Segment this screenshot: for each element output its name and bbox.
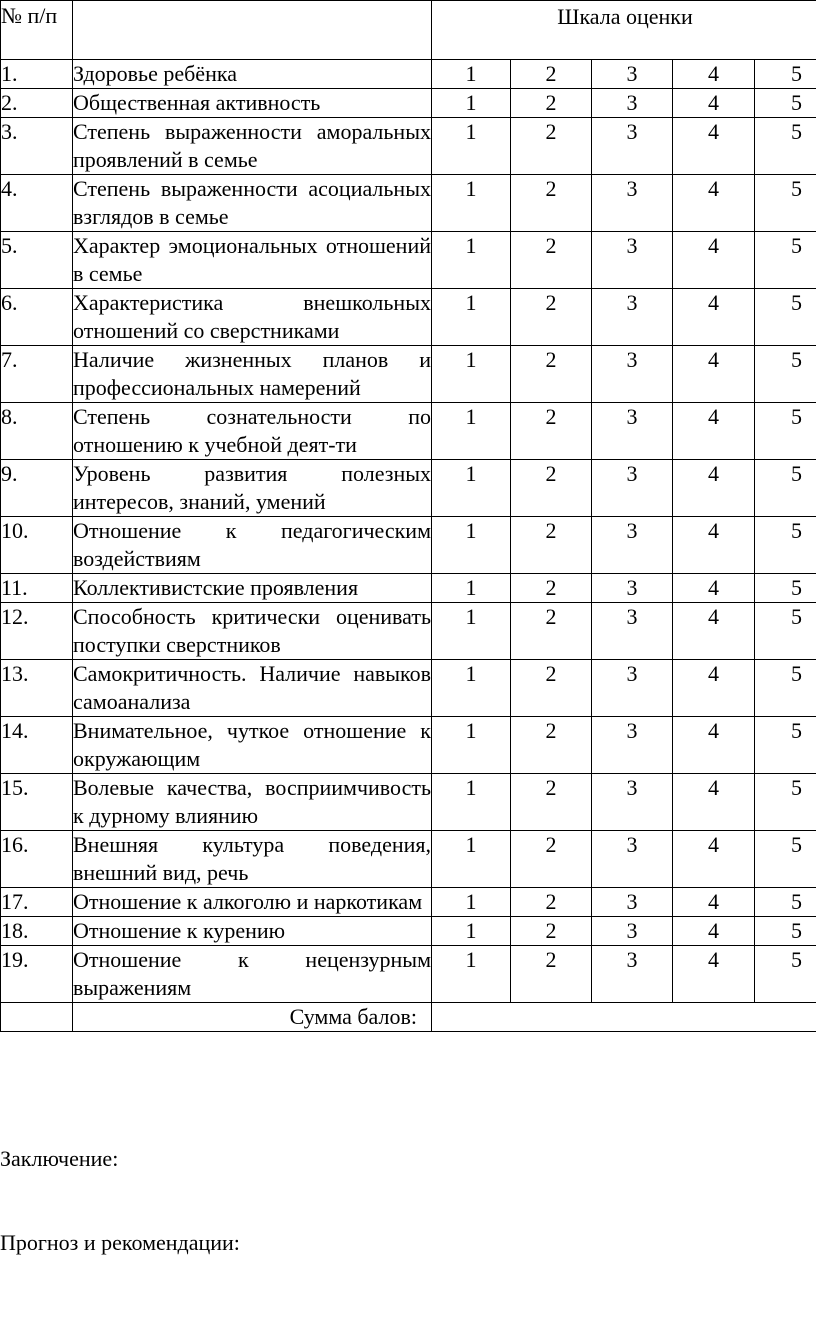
table-row <box>1 118 816 175</box>
score-option-1: 1 <box>432 660 511 717</box>
row-number: 10. <box>1 517 73 574</box>
score-option-5: 5 <box>755 232 816 289</box>
score-option-1: 1 <box>432 232 511 289</box>
score-option-1: 1 <box>432 946 511 1003</box>
score-option-2: 2 <box>511 289 592 346</box>
score-option-2: 2 <box>511 460 592 517</box>
table-row <box>1 289 816 346</box>
score-option-5: 5 <box>755 346 816 403</box>
score-option-5: 5 <box>755 574 816 603</box>
score-option-2: 2 <box>511 917 592 946</box>
row-criterion: Отношение к курению <box>73 917 432 946</box>
score-option-2: 2 <box>511 774 592 831</box>
score-option-4: 4 <box>673 89 755 118</box>
score-option-1: 1 <box>432 774 511 831</box>
score-option-2: 2 <box>511 175 592 232</box>
score-option-3: 3 <box>592 517 673 574</box>
row-criterion: Здоровье ребёнка <box>73 60 432 89</box>
score-option-1: 1 <box>432 888 511 917</box>
score-option-4: 4 <box>673 603 755 660</box>
row-criterion: Характеристика внешкольных отношений со сверстниками <box>73 289 432 346</box>
table-row <box>1 717 816 774</box>
table-header-row <box>1 1 816 60</box>
row-number: 4. <box>1 175 73 232</box>
table-row <box>1 660 816 717</box>
score-option-1: 1 <box>432 60 511 89</box>
row-criterion: Внешняя культура поведения, внешний вид, речь <box>73 831 432 888</box>
score-option-4: 4 <box>673 118 755 175</box>
score-option-2: 2 <box>511 603 592 660</box>
score-option-4: 4 <box>673 574 755 603</box>
score-option-4: 4 <box>673 660 755 717</box>
table-row <box>1 460 816 517</box>
row-number: 11. <box>1 574 73 603</box>
table-row <box>1 60 816 89</box>
score-option-4: 4 <box>673 831 755 888</box>
score-option-2: 2 <box>511 346 592 403</box>
score-option-3: 3 <box>592 717 673 774</box>
score-option-2: 2 <box>511 574 592 603</box>
score-option-4: 4 <box>673 289 755 346</box>
row-criterion: Волевые качества, восприимчивость к дурному влиянию <box>73 774 432 831</box>
score-option-2: 2 <box>511 660 592 717</box>
row-number: 14. <box>1 717 73 774</box>
score-option-5: 5 <box>755 888 816 917</box>
row-number: 2. <box>1 89 73 118</box>
row-criterion: Степень выраженности асоциальных взглядов в семье <box>73 175 432 232</box>
score-option-3: 3 <box>592 289 673 346</box>
total-value-cell <box>432 1003 816 1032</box>
table-row <box>1 89 816 118</box>
score-option-2: 2 <box>511 717 592 774</box>
score-option-3: 3 <box>592 917 673 946</box>
score-option-3: 3 <box>592 774 673 831</box>
row-criterion: Отношение к алкоголю и наркотикам <box>73 888 432 917</box>
score-option-1: 1 <box>432 89 511 118</box>
score-option-5: 5 <box>755 289 816 346</box>
score-option-4: 4 <box>673 946 755 1003</box>
header-criterion <box>73 1 432 60</box>
row-criterion: Наличие жизненных планов и профессиональных намерений <box>73 346 432 403</box>
row-criterion: Степень сознательности по отношению к учебной деят-ти <box>73 403 432 460</box>
header-num: № п/п <box>1 1 73 60</box>
score-option-3: 3 <box>592 89 673 118</box>
score-option-5: 5 <box>755 660 816 717</box>
table-row <box>1 603 816 660</box>
score-option-1: 1 <box>432 831 511 888</box>
score-option-3: 3 <box>592 460 673 517</box>
score-option-3: 3 <box>592 232 673 289</box>
score-option-1: 1 <box>432 574 511 603</box>
row-number: 19. <box>1 946 73 1003</box>
score-option-1: 1 <box>432 289 511 346</box>
score-option-4: 4 <box>673 460 755 517</box>
score-option-4: 4 <box>673 774 755 831</box>
score-option-2: 2 <box>511 946 592 1003</box>
score-option-1: 1 <box>432 403 511 460</box>
row-number: 6. <box>1 289 73 346</box>
score-option-3: 3 <box>592 946 673 1003</box>
score-option-3: 3 <box>592 574 673 603</box>
score-option-5: 5 <box>755 831 816 888</box>
forecast-label: Прогноз и рекомендации: <box>0 1230 240 1255</box>
row-number: 15. <box>1 774 73 831</box>
score-option-2: 2 <box>511 403 592 460</box>
row-number: 3. <box>1 118 73 175</box>
table-row <box>1 175 816 232</box>
score-option-5: 5 <box>755 89 816 118</box>
row-criterion: Уровень развития полезных интересов, знаний, умений <box>73 460 432 517</box>
row-criterion: Внимательное, чуткое отношение к окружающим <box>73 717 432 774</box>
row-number: 12. <box>1 603 73 660</box>
header-scale: Шкала оценки <box>432 1 816 60</box>
row-criterion: Степень выраженности аморальных проявлений в семье <box>73 118 432 175</box>
row-number: 18. <box>1 917 73 946</box>
score-option-4: 4 <box>673 917 755 946</box>
score-option-5: 5 <box>755 517 816 574</box>
table-row <box>1 774 816 831</box>
score-option-2: 2 <box>511 888 592 917</box>
score-option-4: 4 <box>673 346 755 403</box>
score-option-5: 5 <box>755 717 816 774</box>
table-row <box>1 346 816 403</box>
score-option-1: 1 <box>432 517 511 574</box>
table-row <box>1 403 816 460</box>
row-criterion: Самокритичность. Наличие навыков самоанализа <box>73 660 432 717</box>
total-empty-cell <box>1 1003 73 1032</box>
score-option-5: 5 <box>755 60 816 89</box>
table-row <box>1 831 816 888</box>
conclusion-label: Заключение: <box>0 1146 119 1171</box>
table-row <box>1 232 816 289</box>
score-option-5: 5 <box>755 603 816 660</box>
score-option-1: 1 <box>432 460 511 517</box>
table-row <box>1 517 816 574</box>
score-option-3: 3 <box>592 346 673 403</box>
score-option-4: 4 <box>673 403 755 460</box>
row-number: 7. <box>1 346 73 403</box>
score-option-2: 2 <box>511 118 592 175</box>
score-option-2: 2 <box>511 517 592 574</box>
score-option-5: 5 <box>755 946 816 1003</box>
score-option-5: 5 <box>755 403 816 460</box>
score-option-3: 3 <box>592 888 673 917</box>
score-option-2: 2 <box>511 60 592 89</box>
score-option-1: 1 <box>432 346 511 403</box>
score-option-1: 1 <box>432 917 511 946</box>
row-criterion: Отношение к педагогическим воздействиям <box>73 517 432 574</box>
score-option-3: 3 <box>592 175 673 232</box>
score-option-3: 3 <box>592 603 673 660</box>
row-criterion: Общественная активность <box>73 89 432 118</box>
score-option-5: 5 <box>755 460 816 517</box>
row-criterion: Отношение к нецензурным выражениям <box>73 946 432 1003</box>
score-option-1: 1 <box>432 175 511 232</box>
row-number: 17. <box>1 888 73 917</box>
row-number: 13. <box>1 660 73 717</box>
row-number: 5. <box>1 232 73 289</box>
row-number: 8. <box>1 403 73 460</box>
score-option-3: 3 <box>592 660 673 717</box>
score-option-2: 2 <box>511 89 592 118</box>
table-row <box>1 917 816 946</box>
score-option-2: 2 <box>511 831 592 888</box>
total-row <box>1 1003 816 1032</box>
score-option-5: 5 <box>755 917 816 946</box>
score-option-3: 3 <box>592 60 673 89</box>
score-option-4: 4 <box>673 232 755 289</box>
table-row <box>1 888 816 917</box>
score-option-5: 5 <box>755 175 816 232</box>
row-criterion: Коллективистские проявления <box>73 574 432 603</box>
row-criterion: Характер эмоциональных отношений в семье <box>73 232 432 289</box>
table-row <box>1 574 816 603</box>
row-number: 16. <box>1 831 73 888</box>
table-row <box>1 946 816 1003</box>
score-option-3: 3 <box>592 403 673 460</box>
score-option-3: 3 <box>592 831 673 888</box>
score-option-4: 4 <box>673 175 755 232</box>
row-criterion: Способность критически оценивать поступки сверстников <box>73 603 432 660</box>
score-option-4: 4 <box>673 888 755 917</box>
row-number: 1. <box>1 60 73 89</box>
score-option-4: 4 <box>673 517 755 574</box>
score-option-1: 1 <box>432 603 511 660</box>
score-option-4: 4 <box>673 717 755 774</box>
score-option-2: 2 <box>511 232 592 289</box>
score-option-5: 5 <box>755 774 816 831</box>
score-option-5: 5 <box>755 118 816 175</box>
score-option-4: 4 <box>673 60 755 89</box>
row-number: 9. <box>1 460 73 517</box>
score-option-1: 1 <box>432 717 511 774</box>
score-option-3: 3 <box>592 118 673 175</box>
total-label: Сумма балов: <box>73 1003 432 1032</box>
score-option-1: 1 <box>432 118 511 175</box>
